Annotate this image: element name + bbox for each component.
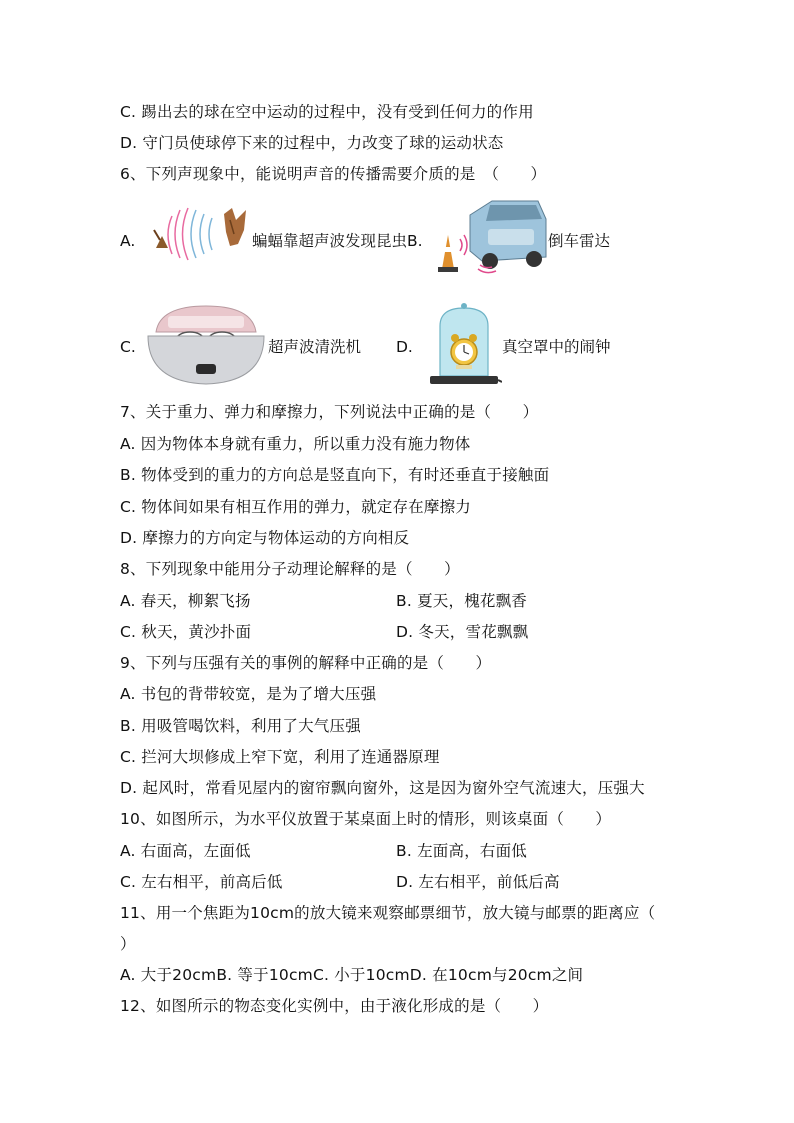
q10-option-a: A. 右面高，左面低 — [120, 842, 251, 860]
q7-option-c: C. 物体间如果有相互作用的弹力，就定存在摩擦力 — [120, 498, 471, 516]
q7-option-a: A. 因为物体本身就有重力，所以重力没有施力物体 — [120, 435, 471, 453]
q9-stem: 9、下列与压强有关的事例的解释中正确的是（ ） — [120, 654, 492, 672]
q5-option-d: D. 守门员使球停下来的过程中，力改变了球的运动状态 — [120, 134, 504, 152]
q8-option-d: D. 冬天，雪花飘飘 — [396, 623, 529, 641]
q7-option-d: D. 摩擦力的方向定与物体运动的方向相反 — [120, 529, 410, 547]
q9-option-b: B. 用吸管喝饮料，利用了大气压强 — [120, 717, 361, 735]
vacuum-bell-jar-alarm-clock-figure — [426, 300, 502, 390]
q9-option-a: A. 书包的背带较宽，是为了增大压强 — [120, 685, 377, 703]
q10-option-b: B. 左面高，右面低 — [396, 842, 527, 860]
bat-insect-ultrasound-figure — [150, 200, 252, 264]
q8-stem: 8、下列现象中能用分子动理论解释的是（ ） — [120, 560, 460, 578]
car-reversing-radar-figure — [430, 195, 550, 277]
q10-stem: 10、如图所示，为水平仪放置于某桌面上时的情形，则该桌面（ ） — [120, 810, 612, 828]
q9-option-d: D. 起风时，常看见屋内的窗帘飘向窗外，这是因为窗外空气流速大，压强大 — [120, 779, 645, 797]
ultrasonic-cleaner-figure — [144, 302, 268, 388]
q6-option-d-text: 真空罩中的闹钟 — [502, 338, 611, 356]
q6-option-c-letter: C. — [120, 338, 136, 356]
q5-option-c: C. 踢出去的球在空中运动的过程中，没有受到任何力的作用 — [120, 103, 534, 121]
q11-stem: 11、用一个焦距为10cm的放大镜来观察邮票细节，放大镜与邮票的距离应（ — [120, 904, 656, 922]
q11-stem-close: ） — [120, 935, 136, 953]
q8-option-a: A. 春天，柳絮飞扬 — [120, 592, 251, 610]
q7-option-b: B. 物体受到的重力的方向总是竖直向下，有时还垂直于接触面 — [120, 466, 550, 484]
q6-option-a-text: 蝙蝠靠超声波发现昆虫B. — [252, 232, 423, 250]
q8-option-c: C. 秋天，黄沙扑面 — [120, 623, 252, 641]
q7-stem: 7、关于重力、弹力和摩擦力，下列说法中正确的是（ ） — [120, 403, 539, 421]
q6-option-b-text: 倒车雷达 — [548, 232, 611, 250]
q9-option-c: C. 拦河大坝修成上窄下宽，利用了连通器原理 — [120, 748, 440, 766]
q10-option-c: C. 左右相平，前高后低 — [120, 873, 283, 891]
q6-option-a-letter: A. — [120, 232, 136, 250]
q12-stem: 12、如图所示的物态变化实例中，由于液化形成的是（ ） — [120, 997, 549, 1015]
q11-options: A. 大于20cmB. 等于10cmC. 小于10cmD. 在10cm与20cm之间 — [120, 966, 584, 984]
q10-option-d: D. 左右相平，前低后高 — [396, 873, 560, 891]
q6-option-c-text: 超声波清洗机 — [268, 338, 362, 356]
q8-option-b: B. 夏天，槐花飘香 — [396, 592, 527, 610]
q6-stem: 6、下列声现象中，能说明声音的传播需要介质的是 （ ） — [120, 165, 547, 183]
q6-option-d-letter: D. — [396, 338, 413, 356]
